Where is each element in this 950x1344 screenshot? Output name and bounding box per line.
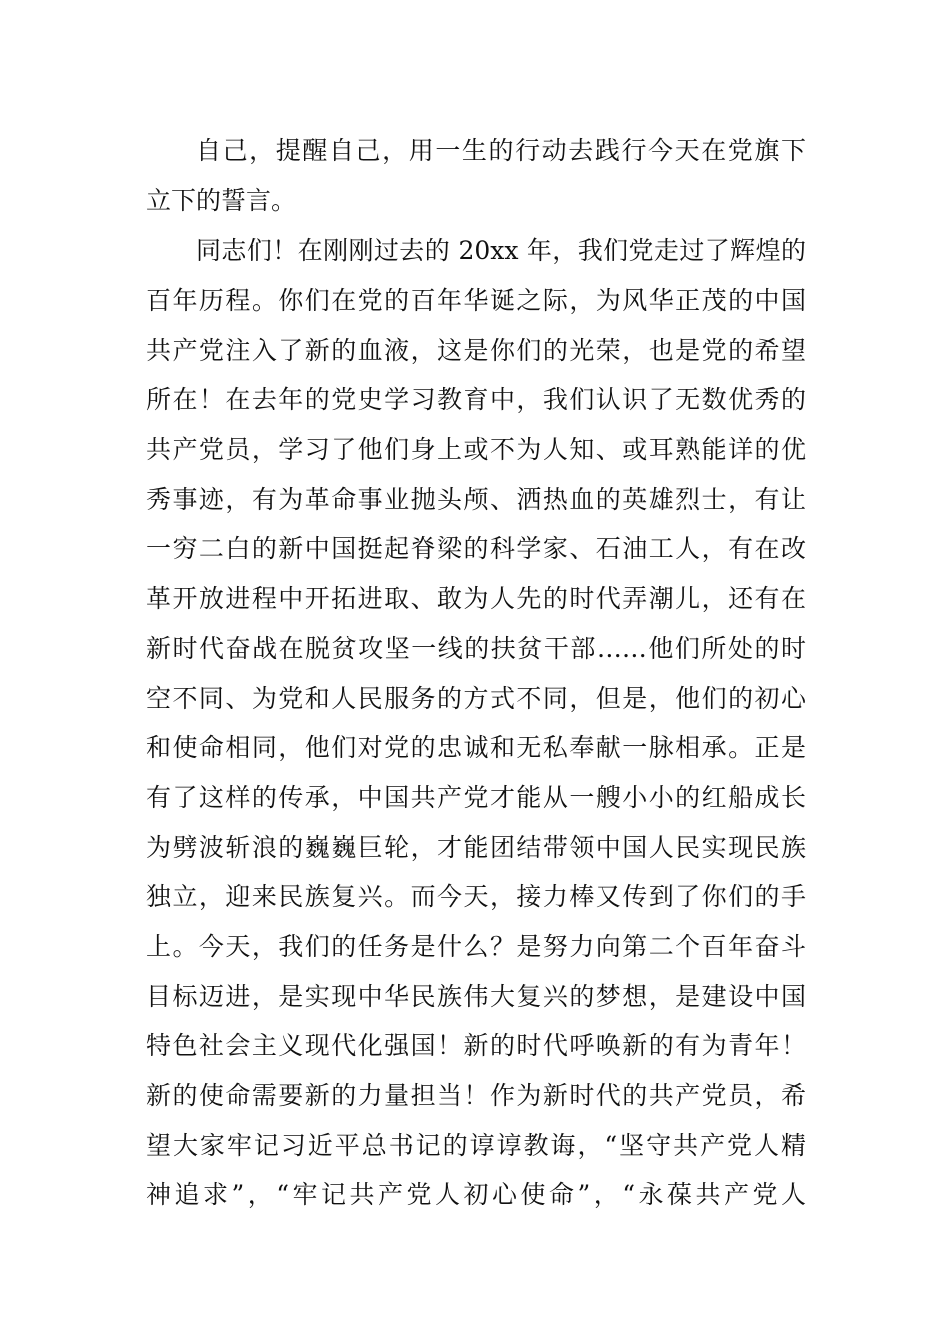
text-line-11: 新时代奋战在脱贫攻坚一线的扶贫干部……他们所处的时 bbox=[146, 634, 806, 663]
text-line-9: 一穷二白的新中国挺起脊梁的科学家、石油工人，有在改 bbox=[146, 534, 806, 563]
text-line-19: 特色社会主义现代化强国！新的时代呼唤新的有为青年！ bbox=[146, 1031, 806, 1060]
text-line-13: 和使命相同，他们对党的忠诚和无私奉献一脉相承。正是 bbox=[146, 733, 806, 762]
text-line-22: 神追求”，“牢记共产党人初心使命”，“永葆共产党人 bbox=[146, 1180, 806, 1209]
text-line-8: 秀事迹，有为革命事业抛头颅、洒热血的英雄烈士，有让 bbox=[146, 485, 806, 514]
text-line-12: 空不同、为党和人民服务的方式不同，但是，他们的初心 bbox=[146, 684, 806, 713]
text-line-5: 共产党注入了新的血液，这是你们的光荣，也是党的希望 bbox=[146, 336, 806, 365]
text-line-6: 所在！在去年的党史学习教育中，我们认识了无数优秀的 bbox=[146, 385, 806, 414]
text-line-14: 有了这样的传承，中国共产党才能从一艘小小的红船成长 bbox=[146, 783, 806, 812]
text-line-10: 革开放进程中开拓进取、敢为人先的时代弄潮儿，还有在 bbox=[146, 584, 806, 613]
text-line-20: 新的使命需要新的力量担当！作为新时代的共产党员，希 bbox=[146, 1081, 806, 1110]
text-line-15: 为劈波斩浪的巍巍巨轮，才能团结带领中国人民实现民族 bbox=[146, 833, 806, 862]
text-line-7: 共产党员，学习了他们身上或不为人知、或耳熟能详的优 bbox=[146, 435, 806, 464]
text-line-21: 望大家牢记习近平总书记的谆谆教诲，“坚守共产党人精 bbox=[146, 1131, 806, 1160]
text-line-4: 百年历程。你们在党的百年华诞之际，为风华正茂的中国 bbox=[146, 286, 806, 315]
text-line-17: 上。今天，我们的任务是什么？是努力向第二个百年奋斗 bbox=[146, 932, 806, 961]
text-line-1: 自己，提醒自己，用一生的行动去践行今天在党旗下 bbox=[196, 136, 806, 165]
text-line-16: 独立，迎来民族复兴。而今天，接力棒又传到了你们的手 bbox=[146, 882, 806, 911]
text-line-18: 目标迈进，是实现中华民族伟大复兴的梦想，是建设中国 bbox=[146, 982, 806, 1011]
text-line-3: 同志们！在刚刚过去的 20xx 年，我们党走过了辉煌的 bbox=[196, 236, 806, 265]
text-line-2: 立下的誓言。 bbox=[146, 186, 297, 215]
